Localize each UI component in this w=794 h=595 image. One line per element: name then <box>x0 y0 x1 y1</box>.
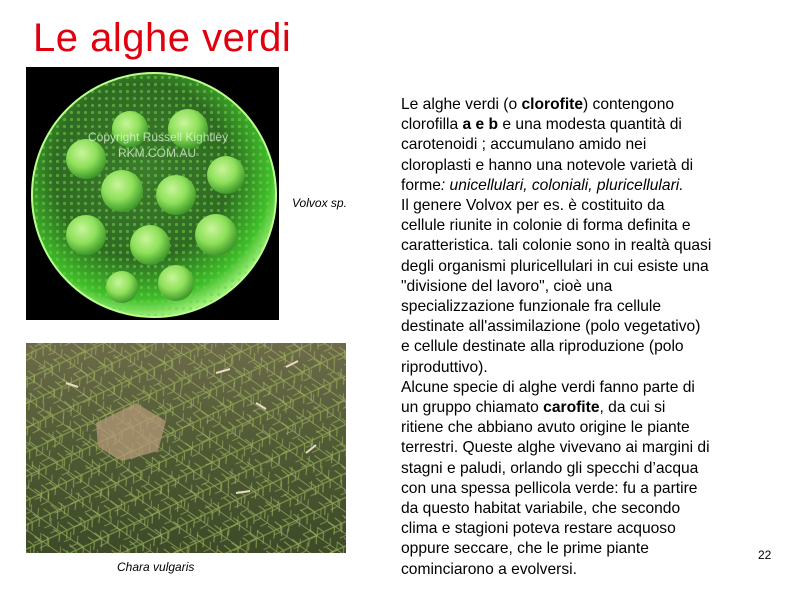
body-line <box>401 479 773 499</box>
body-line <box>401 499 773 519</box>
body-text-run: terrestri. Queste alghe vivevano ai margini di <box>401 439 710 457</box>
volvox-photo <box>26 67 279 320</box>
body-line <box>401 95 773 115</box>
body-bold-term: carofite <box>543 399 600 417</box>
body-line <box>401 297 773 317</box>
body-text-run: forme <box>401 176 441 194</box>
body-line <box>401 418 773 438</box>
body-line <box>401 378 773 398</box>
body-text-run: "divisione del lavoro", cioè una <box>401 277 613 295</box>
body-paragraph <box>401 95 773 580</box>
body-text-run: clima e stagioni poteva restare acquoso <box>401 520 676 538</box>
slide-title: Le alghe verdi <box>33 16 292 60</box>
body-text-run: degli organismi pluricellulari in cui esiste una <box>401 257 709 275</box>
body-line <box>401 216 773 236</box>
body-text-run: specializzazione funzionale fra cellule <box>401 298 662 316</box>
body-text-run: ritiene che abbiano avuto origine le piante <box>401 419 690 437</box>
body-line <box>401 236 773 256</box>
body-line <box>401 196 773 216</box>
body-text-run: cloroplasti e hanno una notevole varietà di <box>401 156 694 174</box>
body-text-run: Alcune specie di alghe verdi fanno parte di <box>401 378 695 396</box>
body-line <box>401 560 773 580</box>
body-text-run: Le alghe verdi (o <box>401 96 522 113</box>
body-line <box>401 398 773 418</box>
body-text-run: con una spessa pellicola verde: fu a partire <box>401 479 698 497</box>
body-line <box>401 176 773 196</box>
body-text-run: cominciarono a evolversi. <box>401 560 577 578</box>
body-text-run: cellule riunite in colonie di forma definita e <box>401 217 691 235</box>
body-text-run: da questo habitat variabile, che secondo <box>401 500 681 518</box>
body-text-run: clorofilla <box>401 116 463 134</box>
body-line <box>401 317 773 337</box>
body-line <box>401 337 773 357</box>
body-line <box>401 156 773 176</box>
body-text-run: caratteristica. tali colonie sono in realtà quasi <box>401 237 712 255</box>
body-line <box>401 277 773 297</box>
body-text-run: , da cui si <box>599 399 666 417</box>
volvox-watermark-1: Copyright Russell Kightley <box>88 130 229 144</box>
body-text-run: e cellule destinate alla riproduzione (polo <box>401 338 684 356</box>
body-line <box>401 519 773 539</box>
volvox-watermark-2: RKM.COM.AU <box>118 146 196 160</box>
body-line <box>401 257 773 277</box>
body-text-run: destinate all'assimilazione (polo vegetativo) <box>401 318 701 336</box>
body-line <box>401 438 773 458</box>
body-line <box>401 115 773 135</box>
body-text-run: un gruppo chiamato <box>401 399 544 417</box>
body-line <box>401 539 773 559</box>
body-text-run: riproduttivo). <box>401 358 488 376</box>
body-text-run: Il genere Volvox per es. è costituito da <box>401 197 665 215</box>
body-bold-term: clorofite <box>521 96 584 113</box>
body-text-run: carotenoidi ; accumulano amido nei <box>401 136 647 154</box>
body-text-run: stagni e paludi, orlando gli specchi d’acqua <box>401 459 699 477</box>
body-text-run: e una modesta quantità di <box>498 116 682 134</box>
body-bold-term: a e b <box>462 116 499 134</box>
chara-photo <box>26 343 346 553</box>
chara-caption: Chara vulgaris <box>117 560 195 574</box>
page-number: 22 <box>758 548 772 562</box>
body-line <box>401 459 773 479</box>
volvox-caption: Volvox sp. <box>292 196 347 210</box>
chara-illustration <box>26 343 346 553</box>
body-italic-text: : unicellulari, coloniali, pluricellulari. <box>440 176 684 194</box>
body-text-run: ) contengono <box>583 96 675 113</box>
body-line <box>401 358 773 378</box>
volvox-illustration <box>26 67 279 320</box>
body-line <box>401 135 773 155</box>
body-text-run: oppure seccare, che le prime piante <box>401 540 649 558</box>
